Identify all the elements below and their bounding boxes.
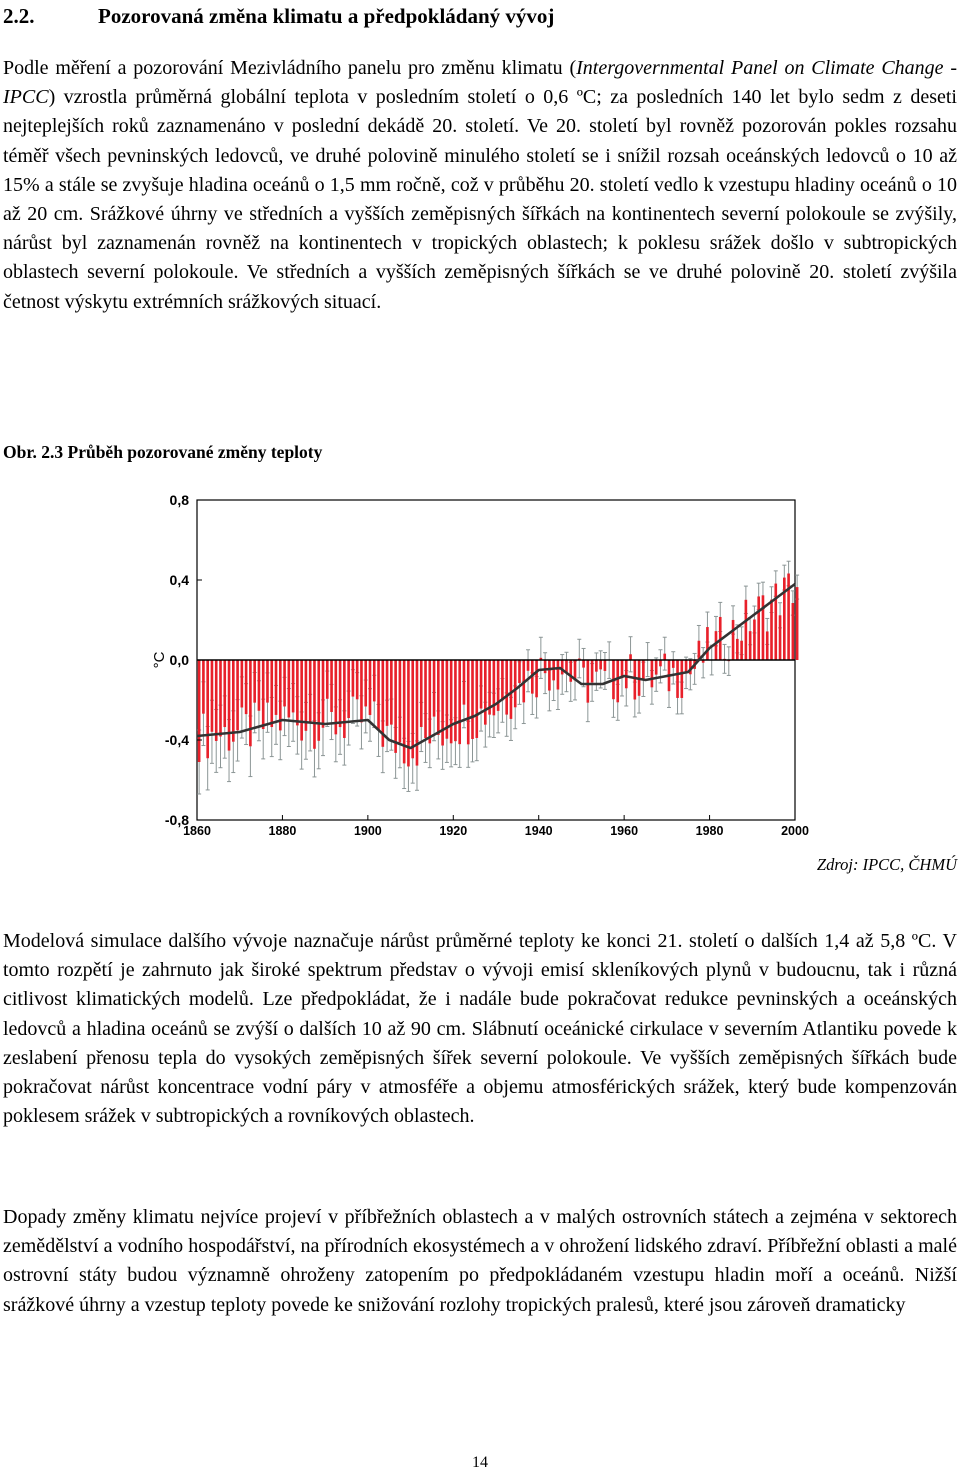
data-bar xyxy=(484,660,487,725)
data-bar xyxy=(569,660,572,682)
data-bar xyxy=(616,660,619,702)
data-bar xyxy=(762,595,765,660)
data-bar xyxy=(249,660,252,746)
data-bar xyxy=(582,660,585,668)
data-bar xyxy=(458,660,461,744)
data-bar xyxy=(369,660,372,715)
data-bar xyxy=(599,660,602,669)
data-bar xyxy=(317,660,320,741)
data-bar xyxy=(604,660,607,671)
data-bar xyxy=(770,600,773,660)
data-bar xyxy=(352,660,355,697)
data-bar xyxy=(787,574,790,660)
x-tick-label: 1860 xyxy=(183,824,211,838)
data-bar xyxy=(420,660,423,727)
data-bar xyxy=(527,660,530,671)
data-bar xyxy=(510,660,513,719)
data-bar xyxy=(774,584,777,660)
data-bar xyxy=(343,660,346,738)
data-bar xyxy=(749,631,752,660)
data-bar xyxy=(313,660,316,749)
data-bar xyxy=(330,660,333,712)
data-bar xyxy=(634,660,637,699)
data-bar xyxy=(399,660,402,742)
data-bar xyxy=(514,660,517,707)
data-bar xyxy=(394,660,397,753)
data-bar xyxy=(223,660,226,727)
data-bar xyxy=(202,660,205,714)
x-tick-label: 1980 xyxy=(695,824,724,838)
data-bar xyxy=(288,660,291,717)
data-bar xyxy=(655,660,658,675)
data-bar xyxy=(428,660,431,743)
data-bar xyxy=(403,660,406,763)
paragraph-1-italic: Intergovernmental Panel on Climate Change - IPCC xyxy=(3,57,958,109)
y-tick-label: 0,8 xyxy=(169,492,189,508)
x-tick-label: 1920 xyxy=(439,824,468,838)
y-tick-label: -0,4 xyxy=(164,732,189,748)
data-bar xyxy=(411,660,414,758)
data-bar xyxy=(236,660,239,730)
data-bar xyxy=(245,660,248,714)
data-bar xyxy=(386,660,389,726)
data-bar xyxy=(732,620,735,660)
data-bar xyxy=(753,619,756,660)
data-bar xyxy=(480,660,483,709)
data-bar xyxy=(757,596,760,660)
x-tick-label: 1960 xyxy=(610,824,639,838)
data-bar xyxy=(557,660,560,690)
data-bar xyxy=(433,660,436,717)
data-bar xyxy=(715,631,718,660)
data-bar xyxy=(270,660,273,727)
data-bar xyxy=(300,660,303,741)
data-bar xyxy=(347,660,350,718)
data-bar xyxy=(407,660,410,766)
data-bar xyxy=(745,600,748,660)
data-bar xyxy=(591,660,594,682)
x-tick-label: 1940 xyxy=(524,824,553,838)
data-bar xyxy=(215,660,218,741)
data-bar xyxy=(629,654,632,660)
figure-source: Zdroj: IPCC, ČHMÚ xyxy=(816,855,957,874)
y-tick-label: -0,8 xyxy=(164,812,189,828)
paragraph-model-simulation: Modelová simulace dalšího vývoje naznačuje nárůst průměrné teploty ke konci 21. století o dalších 1,4 až 5,8 ºC. V tomto rozpětí je zahrnuto jak široké spektrum představ o vývoji emisí skleníkových plynů v budoucnu, tak i různá citlivost klimatických modelů. Lze předpokládat, že i nadále bude pokračovat redukce pevninských a oceánských ledovců a hladina oceánů se zvýší o dalších 10 až 90 cm. Slábnutí oceánické cirkulace v severním Atlantiku povede k zeslabení přenosu tepla do vysokých zeměpisných šířek severní polokoule. Ve vyšších zeměpisných šířkách bude pokračovat nárůst koncentrace vodní páry v atmosféře a objemu atmosférických srážek, který bude kompenzován poklesem srážek v subtropických a rovníkových oblastech. xyxy=(3,930,957,1128)
data-bar xyxy=(377,660,380,730)
data-bar xyxy=(292,660,295,712)
data-bar xyxy=(595,660,598,672)
data-bar xyxy=(659,660,662,666)
data-bar xyxy=(792,603,795,660)
page-number: 14 xyxy=(472,1454,488,1471)
data-bar xyxy=(283,660,286,706)
data-bar xyxy=(535,660,538,697)
data-bar xyxy=(548,660,551,691)
paragraph-impacts: Dopady změny klimatu nejvíce projeví v příbřežních oblastech a v malých ostrovních státech a zejména v sektorech zemědělství a vodního hospodářství, na přírodních ekosystémech a v ohrožení lidského zdraví. Příbřežní oblasti a malé ostrovní státy budou významně ohroženy zatopením po předpokládaném vzestupu hladin moří a oceánů. Nižší srážkové úhrny a vzestup teploty povede ke snižování rozlohy tropických pralesů, které jsou zároveň dramaticky xyxy=(3,1206,957,1316)
data-bar xyxy=(766,631,769,660)
data-bar xyxy=(206,660,209,758)
data-bar xyxy=(198,660,201,762)
data-bar xyxy=(565,660,568,672)
data-bar xyxy=(450,660,453,743)
data-bar xyxy=(441,660,444,746)
data-bar xyxy=(796,587,799,660)
data-bar xyxy=(680,660,683,698)
y-axis-label: °C xyxy=(151,651,168,669)
paragraph-1-end: ) vzrostla průměrná globální teplota v posledním století o 0,6 ºC; za posledních 140 let bylo sedm z deseti nejteplejších roků zaznamenáno v poslední dekádě 20. století. Ve 20. století byl rovněž pozorován pokles rozsahu téměř všech pevninských ledovců, ve druhé polovině minulého století se i snížil rozsah oceánských ledovců o 10 až 15% a stále se zvyšuje hladina oceánů o 1,5 mm ročně, což v průběhu 20. století vedlo k vzestupu hladiny oceánů o 10 až 20 cm. Srážkové úhrny ve středních a vyšších zeměpisných šířkách na kontinentech severní polokoule se zvýšily, nárůst byl zaznamenán rovněž na kontinentech v tropických oblastech; k poklesu srážek došlo v subtropických oblastech severní polokoule. Ve středních a vyšších zeměpisných šířkách se ve druhé polovině 20. století zvýšila četnost výskytu extrémních srážkových situací. xyxy=(3,86,957,313)
data-bar xyxy=(779,615,782,660)
section-number: 2.2. xyxy=(3,4,35,28)
data-bar xyxy=(424,660,427,738)
data-bar xyxy=(266,660,269,703)
data-bar xyxy=(322,660,325,728)
data-bar xyxy=(339,660,342,727)
data-bar xyxy=(416,660,419,766)
data-bar xyxy=(275,660,278,715)
data-bar xyxy=(467,660,470,744)
data-bar xyxy=(706,627,709,660)
data-bar xyxy=(475,660,478,738)
data-bar xyxy=(309,660,312,723)
data-bar xyxy=(326,660,329,699)
temperature-chart xyxy=(140,480,820,840)
data-bar xyxy=(552,660,555,680)
data-bar xyxy=(505,660,508,715)
data-bar xyxy=(736,639,739,660)
y-tick-label: 0,4 xyxy=(169,572,189,588)
x-tick-label: 1900 xyxy=(353,824,382,838)
section-heading xyxy=(3,3,953,29)
data-bar xyxy=(356,660,359,699)
x-tick-label: 2000 xyxy=(781,824,809,838)
data-bar xyxy=(625,660,628,688)
section-title: Pozorovaná změna klimatu a předpokládaný vývoj xyxy=(98,4,555,28)
data-bar xyxy=(501,660,504,700)
data-bar xyxy=(663,654,666,660)
data-bar xyxy=(253,660,256,703)
data-bar xyxy=(740,641,743,660)
y-tick-label: 0,0 xyxy=(169,652,189,668)
data-bar xyxy=(364,660,367,706)
data-bar xyxy=(437,660,440,735)
data-bar xyxy=(211,660,214,732)
data-bar xyxy=(373,660,376,701)
data-bar xyxy=(258,660,261,711)
paragraph-observed-change xyxy=(3,54,957,317)
data-bar xyxy=(232,660,235,742)
data-bar xyxy=(296,660,299,725)
data-bar xyxy=(651,660,654,687)
data-bar xyxy=(544,660,547,673)
data-bar xyxy=(672,660,675,668)
data-bar xyxy=(561,660,564,674)
data-bar xyxy=(219,660,222,736)
figure-caption: Obr. 2.3 Průběh pozorované změny teploty xyxy=(3,442,323,462)
data-bar xyxy=(463,660,466,705)
data-bar xyxy=(642,660,645,679)
data-bar xyxy=(241,660,244,707)
data-bar xyxy=(228,660,231,751)
data-bar xyxy=(305,660,308,731)
data-bar xyxy=(587,660,590,703)
data-bar xyxy=(390,660,393,725)
data-bar xyxy=(518,660,521,683)
data-bar xyxy=(471,660,474,739)
paragraph-1-start: Podle měření a pozorování Mezivládního panelu pro změnu klimatu ( xyxy=(3,57,577,79)
data-bar xyxy=(360,660,363,722)
x-tick-label: 1880 xyxy=(268,824,297,838)
data-bar xyxy=(676,660,679,698)
data-bar xyxy=(454,660,457,741)
data-bar xyxy=(262,660,265,729)
